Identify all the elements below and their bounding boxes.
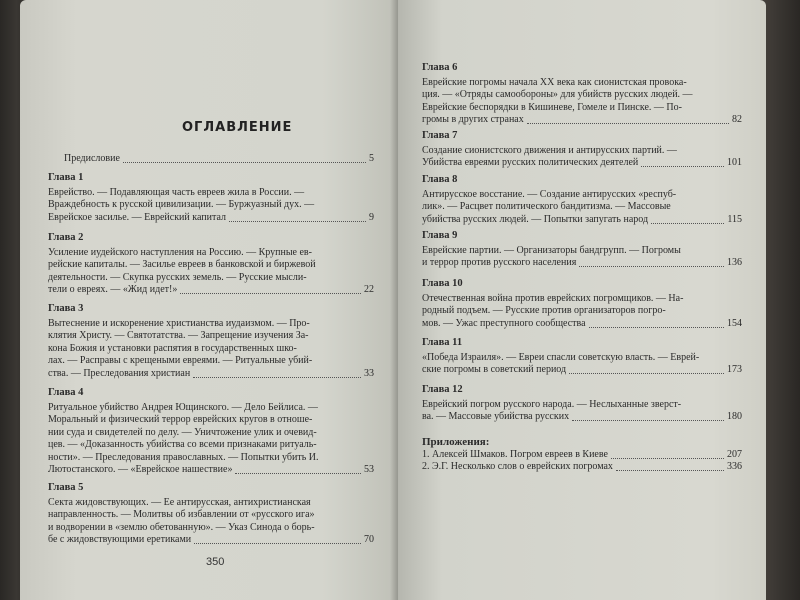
leader-dots <box>572 413 724 421</box>
toc-chapter-4[interactable] <box>48 387 374 477</box>
toc-appendix <box>422 436 742 474</box>
leader-dots <box>651 216 724 224</box>
leader-dots <box>194 536 361 544</box>
chapter-line: тели о евреях. — «Жид идет!» <box>48 284 178 295</box>
chapter-line: Еврейские погромы начала XX века как сионистская провока- <box>422 76 687 88</box>
chapter-line: Создание сионистского движения и антирусских партий. — <box>422 144 677 156</box>
toc-chapter-5[interactable] <box>48 482 374 547</box>
chapter-line: Еврейские беспорядки в Кишиневе, Гомеле и Пинске. — По- <box>422 101 682 113</box>
leader-dots <box>569 366 724 374</box>
appendix-head: Приложения: <box>422 436 490 448</box>
chapter-line: Вытеснение и искоренение христианства иудаизмом. — Про- <box>48 317 310 329</box>
chapter-line: Еврейский погром русского народа. — Неслыханные зверст- <box>422 398 682 410</box>
chapter-line: лах. — Расправы с крещеными евреями. — Ритуальные убий- <box>48 355 313 366</box>
chapter-line: «Победа Израиля». — Евреи спасли советскую власть. — Еврей- <box>422 351 700 363</box>
chapter-line: лик». — Расцвет политического бандитизма. — Массовые <box>422 201 671 212</box>
toc-chapter-7[interactable] <box>422 130 742 170</box>
chapter-line: Секта жидовствующих. — Ее антирусская, антихристианская <box>48 496 311 508</box>
chapter-head: Глава 6 <box>422 62 458 73</box>
leader-dots <box>123 155 366 163</box>
leader-dots <box>193 370 361 378</box>
chapter-page: 33 <box>364 367 374 379</box>
chapter-page: 154 <box>727 317 742 329</box>
leader-dots <box>641 159 724 167</box>
toc-chapter-2[interactable] <box>48 232 374 297</box>
chapter-line: ности». — Преследования православных. — Попытки убить И. <box>48 451 319 463</box>
chapter-page: 9 <box>369 211 374 223</box>
chapter-line: Отечественная война против еврейских погромщиков. — На- <box>422 292 684 304</box>
toc-chapter-3[interactable] <box>48 303 374 380</box>
chapter-page: 180 <box>727 411 742 422</box>
chapter-head: Глава 5 <box>48 482 84 493</box>
chapter-line: клятия Христу. — Святотатства. — Запрещение изучения За- <box>48 330 309 341</box>
chapter-head: Глава 9 <box>422 230 458 241</box>
leader-dots <box>611 451 724 459</box>
appendix-item-label: 2. Э.Г. Несколько слов о еврейских погромах <box>422 461 613 472</box>
chapter-line: Еврейские партии. — Организаторы бандгрупп. — Погромы <box>422 244 681 256</box>
chapter-line: кона Божия и установки распятия в государственных шко- <box>48 342 297 354</box>
chapter-line: цев. — «Доказанность убийства со всеми признаками ритуаль- <box>48 439 317 450</box>
book-cover-right-edge <box>762 0 800 600</box>
chapter-head: Глава 8 <box>422 174 458 185</box>
chapter-line: мов. — Ужас преступного сообщества <box>422 317 586 329</box>
chapter-page: 82 <box>732 114 742 125</box>
chapter-head: Глава 1 <box>48 172 84 183</box>
leader-dots <box>589 320 724 328</box>
chapter-head: Глава 2 <box>48 232 84 243</box>
chapter-line: ские погромы в советский период <box>422 364 567 375</box>
chapter-head: Глава 12 <box>422 384 463 395</box>
chapter-line: громы в других странах <box>422 114 524 125</box>
appendix-item-page: 207 <box>727 448 742 460</box>
chapter-line: Еврейство. — Подавляющая часть евреев жила в России. — <box>48 186 305 198</box>
chapter-line: нии суда и свидетелей по делу. — Уничтожение улик и очевид- <box>48 426 317 438</box>
preface-label: Предисловие <box>64 153 120 164</box>
toc-chapter-12[interactable] <box>422 384 742 424</box>
chapter-page: 173 <box>727 364 742 375</box>
chapter-line: и водворении в «землю обетованную». — Указ Синода о борь- <box>48 521 315 533</box>
chapter-page: 115 <box>727 213 742 225</box>
leader-dots <box>579 259 724 267</box>
chapter-head: Глава 4 <box>48 387 84 398</box>
chapter-line: деятельности. — Скупка русских земель. — Русские мысли- <box>48 271 307 283</box>
chapter-page: 136 <box>727 257 742 268</box>
chapter-line: родный подъем. — Русские против организаторов погро- <box>422 305 666 316</box>
left-page <box>20 0 398 600</box>
chapter-line: убийства русских людей. — Попытки запугать народ <box>422 213 649 225</box>
appendix-item-1[interactable] <box>422 449 742 462</box>
chapter-line: ства. — Преследования христиан <box>48 367 191 379</box>
toc-preface[interactable] <box>64 153 374 166</box>
toc-chapter-1[interactable] <box>48 172 374 224</box>
leader-dots <box>616 463 724 471</box>
toc-chapter-6[interactable] <box>422 62 742 127</box>
chapter-page: 101 <box>727 157 742 168</box>
leader-dots <box>229 214 366 222</box>
chapter-head: Глава 11 <box>422 337 463 348</box>
chapter-line: Еврейское засилье. — Еврейский капитал <box>48 211 226 223</box>
appendix-item-page: 336 <box>727 461 742 472</box>
leader-dots <box>235 466 361 474</box>
chapter-page: 22 <box>364 284 374 295</box>
chapter-head: Глава 3 <box>48 303 84 314</box>
chapter-line: ва. — Массовые убийства русских <box>422 411 570 422</box>
right-page <box>398 0 766 600</box>
preface-page: 5 <box>369 153 374 164</box>
chapter-line: рейские капиталы. — Засилье евреев в банковской и биржевой <box>48 259 316 270</box>
page-number: 350 <box>206 556 225 568</box>
chapter-line: Враждебность к русской цивилизации. — Буржуазный дух. — <box>48 199 315 210</box>
chapter-line: бе с жидовствующими еретиками <box>48 534 192 545</box>
appendix-item-label: 1. Алексей Шмаков. Погром евреев в Киеве <box>422 448 608 460</box>
chapter-line: Усиление иудейского наступления на Россию. — Крупные ев- <box>48 246 312 258</box>
chapter-head: Глава 7 <box>422 130 458 141</box>
toc-chapter-11[interactable] <box>422 337 742 377</box>
leader-dots <box>527 116 729 124</box>
chapter-page: 53 <box>364 464 374 475</box>
toc-chapter-9[interactable] <box>422 230 742 270</box>
chapter-line: и террор против русского населения <box>422 257 577 268</box>
toc-chapter-8[interactable] <box>422 174 742 226</box>
appendix-item-2[interactable] <box>422 461 742 474</box>
chapter-head: Глава 10 <box>422 278 463 289</box>
chapter-line: Моральный и физический террор еврейских кругов в отноше- <box>48 414 313 425</box>
toc-chapter-10[interactable] <box>422 278 742 330</box>
toc-title: ОГЛАВЛЕНИЕ <box>182 120 293 135</box>
chapter-line: направленность. — Молитвы об избавлении от «русского ига» <box>48 509 315 520</box>
chapter-line: Лютостанского. — «Еврейское нашествие» <box>48 464 233 475</box>
chapter-page: 70 <box>364 534 374 545</box>
chapter-line: ция. — «Отряды самообороны» для убийств русских людей. — <box>422 89 693 100</box>
leader-dots <box>180 286 361 294</box>
chapter-line: Убийства евреями русских политических деятелей <box>422 157 639 168</box>
chapter-line: Антирусское восстание. — Создание антирусских «респуб- <box>422 188 677 200</box>
chapter-line: Ритуальное убийство Андрея Ющинского. — Дело Бейлиса. — <box>48 401 318 413</box>
